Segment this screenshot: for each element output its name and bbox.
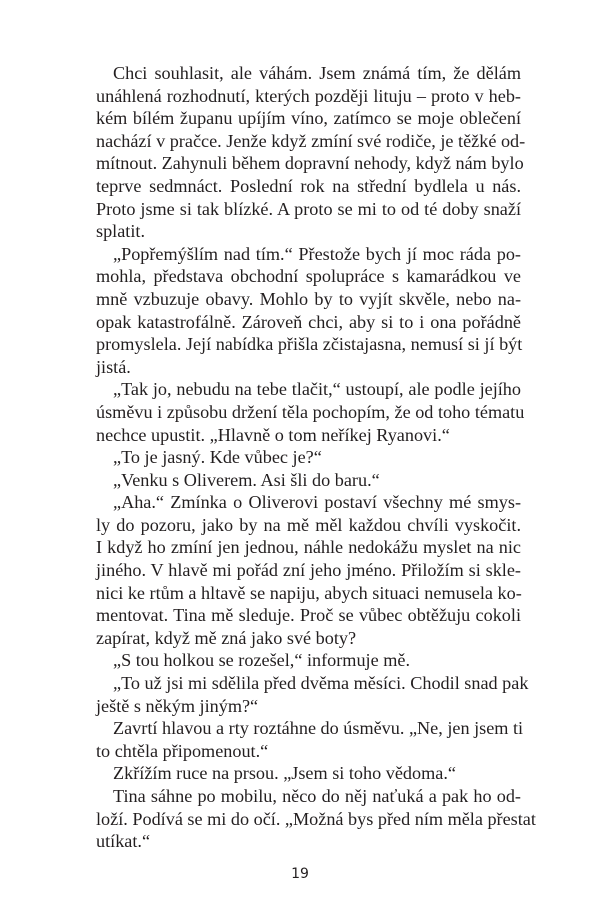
paragraph xyxy=(96,672,529,717)
paragraph xyxy=(96,62,526,243)
text-line: unáhlená rozhodnutí, kterých později lituju – proto v heb- xyxy=(96,85,521,106)
text-line: „Aha.“ Zmínka o Oliverovi postaví všechny mé smys- xyxy=(113,492,521,513)
text-line: to chtěla připomenout.“ xyxy=(96,740,269,761)
paragraph xyxy=(96,491,521,649)
text-line: „To už jsi mi sdělila před dvěma měsíci. Chodil snad pak xyxy=(113,673,529,694)
text-line: mně vzbuzuje obavy. Mohlo by to vyjít skvěle, nebo na- xyxy=(96,288,521,309)
text-line: jistá. xyxy=(96,356,131,377)
body-text xyxy=(96,62,536,853)
page-number: 19 xyxy=(291,866,309,882)
paragraph xyxy=(96,785,536,853)
text-line: zapírat, když mě zná jako své boty? xyxy=(96,627,357,648)
text-line: mohla, představa obchodní spolupráce s kamarádkou ve xyxy=(96,266,521,287)
text-line: mentovat. Tina mě sleduje. Proč se vůbec obtěžuju cokoli xyxy=(96,605,521,626)
text-line: „Tak jo, nebudu na tebe tlačit,“ ustoupí, ale podle jejího xyxy=(113,379,521,400)
text-line: „Venku s Oliverem. Asi šli do baru.“ xyxy=(113,469,380,490)
paragraph xyxy=(96,469,521,492)
text-line: „S tou holkou se rozešel,“ informuje mě. xyxy=(113,650,410,671)
paragraph xyxy=(96,446,521,469)
text-line: teprve sedmnáct. Poslední rok na střední bydlela u nás. xyxy=(96,175,521,196)
text-line: Tina sáhne po mobilu, něco do něj naťuká a pak ho od- xyxy=(113,786,521,806)
text-line: Chci souhlasit, ale váhám. Jsem známá tím, že dělám xyxy=(113,63,521,83)
paragraph xyxy=(96,762,521,785)
text-line: opak katastrofálně. Zároveň chci, aby si to i ona pořádně xyxy=(96,311,521,332)
text-line: úsměvu i způsobu držení těla pochopím, že od toho tématu xyxy=(96,401,525,422)
text-line: Proto jsme si tak blízké. A proto se mi to od té doby snaží xyxy=(96,198,521,219)
text-line: promyslela. Její nabídka přišla zčistajasna, nemusí si jí být xyxy=(96,334,523,355)
paragraph xyxy=(96,649,521,672)
text-line: „To je jasný. Kde vůbec je?“ xyxy=(113,447,322,468)
text-line: I když ho zmíní jen jednou, náhle nedokážu myslet na nic xyxy=(96,537,521,558)
text-line: nechce upustit. „Hlavně o tom neříkej Ryanovi.“ xyxy=(96,424,450,445)
text-line: utíkat.“ xyxy=(96,831,151,852)
text-line: splatit. xyxy=(96,221,146,242)
text-line: Zkřížím ruce na prsou. „Jsem si toho vědoma.“ xyxy=(113,763,456,784)
paragraph xyxy=(96,243,521,379)
text-line: mítnout. Zahynuli během dopravní nehody, když nám bylo xyxy=(96,153,524,174)
text-line: kém bílém županu upíjím víno, zatímco se moje oblečení xyxy=(96,108,521,129)
text-line: „Popřemýšlím nad tím.“ Přestože bych jí moc ráda po- xyxy=(113,243,521,264)
text-line: loží. Podívá se mi do očí. „Možná bys před ním měla přestat xyxy=(96,808,536,829)
text-line: ještě s někým jiným?“ xyxy=(96,695,259,716)
paragraph xyxy=(96,717,524,762)
text-line: jiného. V hlavě mi pořád zní jeho jméno. Přiložím si skle- xyxy=(96,560,521,581)
text-line: nici ke rtům a hltavě se napiju, abych situaci nemusela ko- xyxy=(96,582,522,603)
paragraph xyxy=(96,378,525,446)
text-line: Zavrtí hlavou a rty roztáhne do úsměvu. „Ne, jen jsem ti xyxy=(113,718,524,739)
text-line: nachází v pračce. Jenže když zmíní své rodiče, je těžké od- xyxy=(96,130,526,151)
text-line: ly do pozoru, jako by na mě měl každou chvíli vyskočit. xyxy=(96,514,521,535)
